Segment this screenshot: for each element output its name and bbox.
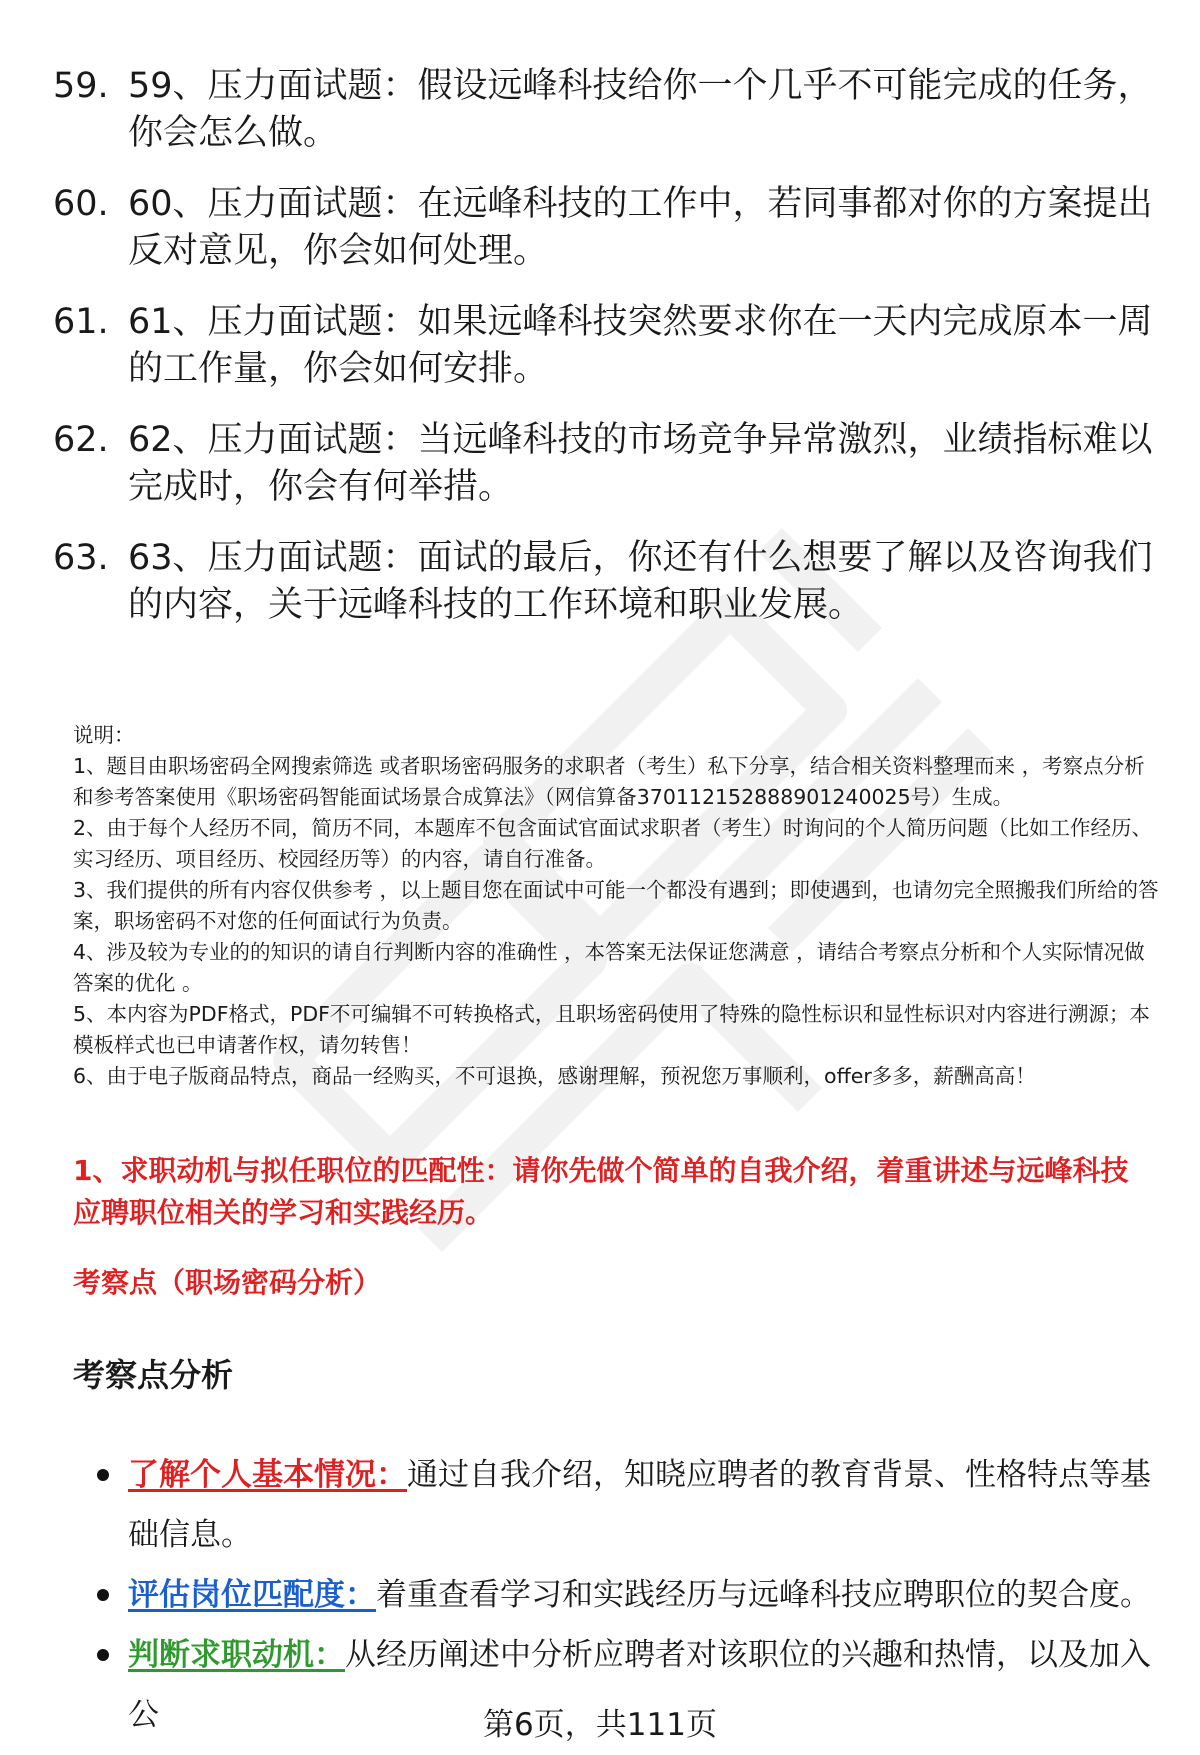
bullet-dot-icon — [97, 1649, 109, 1661]
note-item: 1、题目由职场密码全网搜索筛选 或者职场密码服务的求职者（考生）私下分享，结合相关资料整理而来 ，考察点分析和参考答案使用《职场密码智能面试场景合成算法》（网信算备370112152888901240025号）生成。 — [73, 754, 1145, 809]
question-number: 61. — [53, 302, 109, 342]
question-text: 59、压力面试题：假设远峰科技给你一个几乎不可能完成的任务，你会怎么做。 — [128, 66, 1153, 153]
bullet-term: 评估岗位匹配度： — [128, 1577, 376, 1613]
analysis-heading: 考察点分析 — [73, 1356, 234, 1394]
question-text: 63、压力面试题：面试的最后，你还有什么想要了解以及咨询我们的内容，关于远峰科技的工作环境和职业发展。 — [128, 538, 1153, 625]
question-item — [53, 181, 1163, 275]
question-number: 60. — [53, 184, 109, 224]
list-item — [97, 1445, 1172, 1565]
note-item: 3、我们提供的所有内容仅供参考 ，以上题目您在面试中可能一个都没有遇到；即使遇到，也请勿完全照搬我们所给的答案，职场密码不对您的任何面试行为负责。 — [73, 878, 1159, 933]
page-number-footer: 第6页，共111页 — [483, 1707, 717, 1743]
question-text: 62、压力面试题：当远峰科技的市场竞争异常激烈，业绩指标难以完成时，你会有何举措。 — [128, 420, 1153, 507]
question-item — [53, 63, 1163, 157]
section-question-title: 1、求职动机与拟任职位的匹配性：请你先做个简单的自我介绍，着重讲述与远峰科技应聘职位相关的学习和实践经历。 — [73, 1154, 1129, 1229]
notes-block — [73, 720, 1163, 1092]
note-item: 6、由于电子版商品特点，商品一经购买，不可退换，感谢理解，预祝您万事顺利，offer多多，薪酬高高！ — [73, 1064, 1036, 1088]
bullet-term: 判断求职动机： — [128, 1637, 345, 1673]
notes-heading: 说明： — [73, 723, 135, 747]
list-item — [97, 1565, 1172, 1625]
question-number: 63. — [53, 538, 109, 578]
bullet-dot-icon — [97, 1469, 109, 1481]
note-item: 4、涉及较为专业的的知识的请自行判断内容的准确性 ，本答案无法保证您满意 ，请结合考察点分析和个人实际情况做答案的优化 。 — [73, 940, 1145, 995]
question-item — [53, 299, 1163, 393]
bullet-text: 通过自我介绍，知晓应聘者的教育背景、性格特点等基础信息。 — [128, 1457, 1151, 1553]
question-item — [53, 535, 1163, 629]
analysis-list — [97, 1445, 1172, 1745]
bullet-dot-icon — [97, 1589, 109, 1601]
bullet-term: 了解个人基本情况： — [128, 1457, 407, 1493]
question-item — [53, 417, 1163, 511]
question-number: 59. — [53, 66, 109, 106]
question-text: 60、压力面试题：在远峰科技的工作中，若同事都对你的方案提出反对意见，你会如何处理。 — [128, 184, 1153, 271]
note-item: 5、本内容为PDF格式，PDF不可编辑不可转换格式，且职场密码使用了特殊的隐性标识和显性标识对内容进行溯源；本模板样式也已申请著作权，请勿转售！ — [73, 1002, 1150, 1057]
note-item: 2、由于每个人经历不同，简历不同，本题库不包含面试官面试求职者（考生）时询问的个人简历问题（比如工作经历、实习经历、项目经历、校园经历等）的内容，请自行准备。 — [73, 816, 1153, 871]
bullet-text: 从经历阐述中分析应聘者对该职位的兴趣和热情，以及加入公 — [128, 1637, 1151, 1733]
section-point-title: 考察点（职场密码分析） — [73, 1266, 382, 1299]
question-number: 62. — [53, 420, 109, 460]
bullet-text: 着重查看学习和实践经历与远峰科技应聘职位的契合度。 — [376, 1577, 1151, 1613]
question-text: 61、压力面试题：如果远峰科技突然要求你在一天内完成原本一周的工作量，你会如何安排。 — [128, 302, 1153, 389]
